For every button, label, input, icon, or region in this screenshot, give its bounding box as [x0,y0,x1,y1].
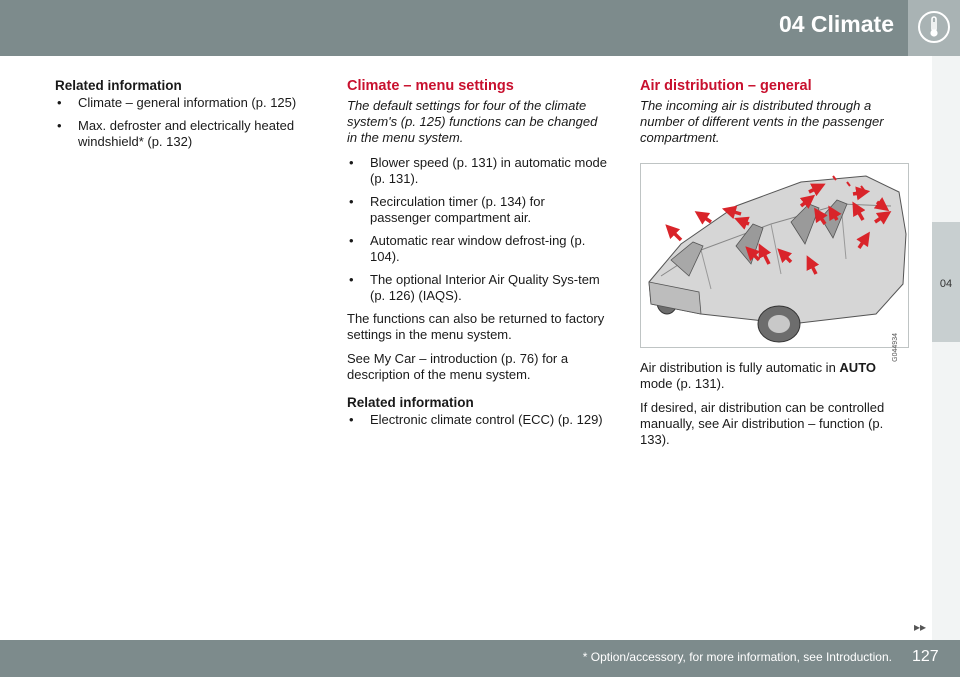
list-item[interactable]: • Blower speed (p. 131) in automatic mode (p. 131). [347,155,609,187]
related-information-heading: Related information [55,78,182,93]
chapter-icon-box [908,0,960,56]
figure-id: G044934 [892,333,899,362]
section-title: Climate – menu settings [347,78,514,94]
section-intro: The incoming air is distributed through a number of different vents in the passenger compartment. [640,98,884,145]
section-intro: The default settings for four of the climate system's (p. 125) functions can be changed in the menu system. [347,98,598,145]
list-item[interactable]: • Recirculation timer (p. 134) for passenger compartment air. [347,194,609,226]
chapter-sidetab-label: 04 [939,278,953,290]
car-cutaway-drawing [641,164,908,347]
paragraph [640,360,908,392]
next-page-arrows-icon[interactable]: ▸▸ [914,620,927,634]
paragraph[interactable]: See My Car – introduction (p. 76) for a description of the menu system. [347,351,569,382]
chapter-title: 04 Climate [778,11,894,37]
related-information-heading: Related information [347,395,474,410]
auto-mode-label: AUTO [839,360,877,375]
section-title: Air distribution – general [640,78,812,94]
paragraph: The functions can also be returned to factory settings in the menu system. [347,311,605,342]
related-link[interactable]: • Max. defroster and electrically heated windshield* (p. 132) [55,118,303,150]
thermometer-icon [917,10,951,44]
chapter-sidetab [932,56,960,640]
column-right [640,78,908,456]
page-header [0,0,960,56]
air-distribution-illustration [640,163,909,362]
page-footer [0,640,960,677]
page-number: 127 [912,648,939,665]
list-item[interactable]: • The optional Interior Air Quality Sys-tem (p. 126) (IAQS). [347,272,609,304]
footer-note: * Option/accessory, for more information, see Introduction. [582,650,892,664]
related-link[interactable]: • Electronic climate control (ECC) (p. 129) [347,412,609,428]
related-list [55,95,303,150]
settings-list [347,155,609,304]
column-left [55,78,303,157]
paragraph-text[interactable]: mode (p. 131). [640,376,725,391]
column-middle [347,78,609,435]
list-item[interactable]: • Automatic rear window defrost-ing (p. 104). [347,233,609,265]
paragraph[interactable]: If desired, air distribution can be controlled manually, see Air distribution – function (p. 133). [640,400,885,447]
related-link[interactable]: • Climate – general information (p. 125) [55,95,303,111]
paragraph-text: Air distribution is fully automatic in [640,360,840,375]
related-list [347,412,609,428]
